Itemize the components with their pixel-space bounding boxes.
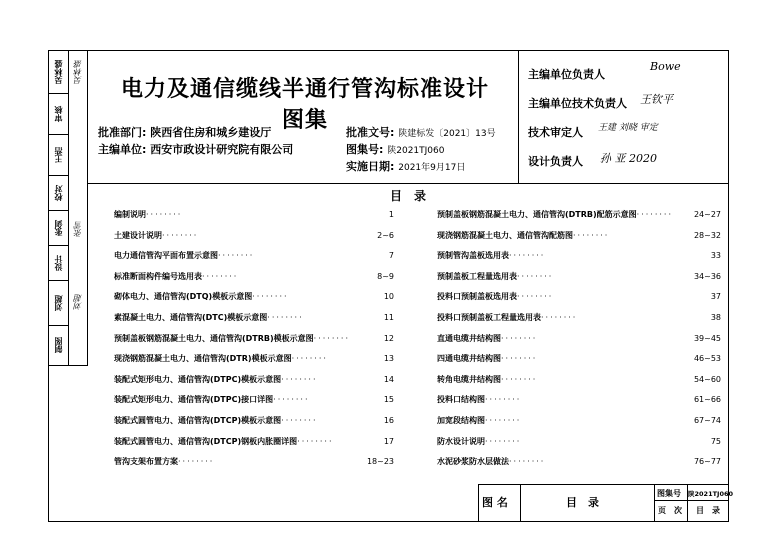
toc-entry-title: 现浇钢筋混凝土电力、通信管沟配筋图 (437, 230, 573, 240)
toc-leader-dots: ········ (541, 313, 578, 322)
compiler-row (98, 141, 293, 157)
toc-entry-page: 24~27 (693, 210, 721, 219)
approval-no-row (346, 124, 496, 140)
toc-entry-page: 76~77 (693, 457, 721, 467)
approval-no: 陕建标发〔2021〕13号 (398, 129, 496, 139)
toc-entry-title: 砌体电力、通信管沟(DTQ)模板示意图 (114, 292, 253, 302)
approval-dept: 陕西省住房和城乡建设厅 (150, 126, 272, 139)
header-bottom-line (87, 183, 729, 184)
responsible-3 (528, 153, 583, 169)
approval-dept-label: 批准部门: (98, 126, 147, 139)
toc-entry-page: 75 (710, 436, 721, 446)
toc-entry-title: 投料口结构图 (437, 395, 485, 405)
toc-row (114, 415, 394, 426)
toc-row (114, 250, 394, 261)
footer-page-label: 页 次 (658, 506, 682, 515)
toc-row (114, 374, 394, 385)
footer-left-line (478, 484, 479, 522)
toc-leader-dots: ········ (573, 230, 610, 240)
toc-row (114, 456, 394, 467)
side-label-0: 吴林盛 (48, 50, 69, 93)
toc-entry-title: 防水设计说明 (437, 436, 485, 446)
toc-row (114, 271, 394, 282)
toc-leader-dots: ········ (146, 210, 183, 219)
footer-div-2 (654, 484, 655, 522)
toc-leader-dots: ········ (517, 271, 554, 281)
toc-row (114, 333, 394, 344)
toc-leader-dots: ········ (509, 457, 546, 467)
toc-row (114, 312, 394, 323)
impl-date-row (346, 158, 465, 174)
footer-page-value: 目 录 (696, 506, 720, 515)
toc-entry-page: 7 (388, 251, 394, 261)
toc-row (114, 209, 394, 220)
toc-entry-title: 装配式圆管电力、通信管沟(DTCP)模板示意图 (114, 416, 282, 425)
toc-leader-dots: ········ (517, 292, 554, 302)
toc-row (437, 415, 721, 426)
toc-heading: 目 录 (390, 189, 427, 203)
footer-atlas-no: 陕2021TJ060 (688, 490, 734, 498)
toc-entry-title: 预制盖板钢筋混凝土电力、通信管沟(DTRB)配筋示意图 (437, 210, 637, 219)
responsible-1 (528, 95, 627, 111)
toc-leader-dots: ········ (281, 416, 318, 425)
toc-entry-title: 编制说明 (114, 210, 146, 219)
toc-row (114, 291, 394, 302)
side-signature-0: 吴林盛 (73, 60, 83, 84)
toc-entry-title: 电力通信管沟平面布置示意图 (114, 251, 218, 261)
toc-row (437, 271, 721, 282)
toc-leader-dots: ········ (509, 251, 546, 261)
toc-entry-page: 16 (383, 416, 394, 425)
toc-leader-dots: ········ (501, 374, 538, 384)
toc-row (437, 250, 721, 261)
side-title-strip (48, 50, 69, 365)
toc-entry-page: 8~9 (377, 271, 394, 281)
toc-entry-page: 33 (710, 251, 721, 261)
toc-entry-page: 18~23 (366, 457, 394, 467)
toc-entry-page: 12 (383, 333, 394, 343)
toc-entry-page: 15 (383, 395, 394, 405)
toc-leader-dots: ········ (281, 374, 318, 384)
toc-row (437, 374, 721, 385)
side-label-1: 审核 (48, 93, 69, 134)
toc-leader-dots: ········ (273, 395, 310, 405)
toc-entry-title: 投料口预制盖板选用表 (437, 292, 517, 302)
atlas-no-row (346, 141, 445, 157)
toc-row (437, 436, 721, 447)
toc-entry-title: 转角电缆井结构图 (437, 374, 501, 384)
responsible-role: 主编单位负责人 (528, 68, 605, 81)
toc-entry-title: 投料口预制盖板工程量选用表 (437, 313, 541, 322)
approval-no-label: 批准文号: (346, 126, 395, 139)
toc-entry-title: 预制盖板工程量选用表 (437, 271, 517, 281)
side-label-3: 校对 (48, 175, 69, 210)
toc-leader-dots: ········ (501, 333, 538, 343)
toc-entry-page: 11 (383, 313, 394, 322)
toc-leader-dots: ········ (485, 395, 522, 405)
signature-3: 孙 亚 2020 (600, 152, 657, 165)
impl-date-label: 实施日期: (346, 160, 395, 173)
toc-entry-page: 28~32 (693, 230, 721, 240)
toc-entry-page: 17 (383, 436, 394, 446)
side-signature-6: 刘超 (73, 294, 83, 310)
toc-leader-dots: ········ (501, 354, 538, 364)
responsible-0 (528, 66, 605, 82)
toc-entry-page: 2~6 (377, 230, 394, 240)
footer-top-line (478, 484, 729, 485)
toc-entry-title: 预制管沟盖板选用表 (437, 251, 509, 261)
responsible-role: 主编单位技术负责人 (528, 97, 627, 110)
toc-entry-title: 装配式矩形电力、通信管沟(DTPC)接口详图 (114, 395, 274, 405)
toc-row (114, 230, 394, 241)
signature-2: 王建 刘晓 审定 (598, 123, 658, 133)
footer-atlas-no-label: 图集号 (657, 489, 681, 498)
side-label-4: 张剑 (48, 210, 69, 245)
toc-row (437, 230, 721, 241)
toc-entry-page: 34~36 (693, 271, 721, 281)
toc-entry-title: 现浇钢筋混凝土电力、通信管沟(DTR)模板示意图 (114, 354, 292, 364)
atlas-title: 电力及通信缆线半通行管沟标准设计图集 (120, 77, 489, 133)
toc-entry-page: 39~45 (693, 333, 721, 343)
toc-row (437, 394, 721, 405)
toc-leader-dots: ········ (297, 436, 334, 446)
impl-date: 2021年9月17日 (398, 163, 466, 173)
side-divider (87, 50, 88, 365)
toc-row (437, 209, 721, 220)
responsible-role: 设计负责人 (528, 155, 583, 168)
toc-row (437, 291, 721, 302)
toc-entry-title: 四通电缆井结构图 (437, 354, 501, 364)
toc-leader-dots: ········ (291, 354, 328, 364)
atlas-no-label: 图集号: (346, 143, 384, 156)
toc-entry-page: 67~74 (693, 416, 721, 425)
toc-entry-page: 37 (710, 292, 721, 302)
toc-entry-page: 38 (710, 313, 721, 322)
side-label-6: 刘超 (48, 280, 69, 325)
toc-row (437, 312, 721, 323)
toc-row (114, 436, 394, 447)
toc-leader-dots: ········ (636, 210, 674, 219)
compiler: 西安市政设计研究院有限公司 (150, 143, 294, 156)
toc-entry-title: 直通电缆井结构图 (437, 333, 501, 343)
side-signature-4: 张雪 (73, 221, 83, 238)
side-bottom-line (48, 365, 88, 366)
side-label-2: 王浩 (48, 134, 69, 175)
toc-entry-page: 10 (383, 292, 394, 302)
toc-entry-page: 61~66 (693, 395, 721, 405)
footer-drawing-name-label: 图 名 (482, 496, 508, 509)
side-label-5: 设计 (48, 245, 69, 280)
toc-entry-title: 管沟支架布置方案 (114, 457, 178, 467)
toc-row (437, 333, 721, 344)
atlas-no: 陕2021TJ060 (387, 146, 445, 156)
compiler-label: 主编单位: (98, 143, 147, 156)
footer-mid-line (654, 500, 729, 501)
toc-entry-page: 14 (383, 374, 394, 384)
footer-div-1 (520, 484, 521, 522)
header-divider (518, 50, 519, 183)
toc-entry-title: 预制盖板钢筋混凝土电力、通信管沟(DTRB)模板示意图 (114, 333, 314, 343)
toc-row (114, 394, 394, 405)
toc-leader-dots: ········ (485, 416, 522, 425)
toc-entry-title: 加宽段结构图 (437, 416, 485, 425)
toc-entry-page: 13 (383, 354, 394, 364)
toc-leader-dots: ········ (485, 436, 522, 446)
signature-1: 王钦平 (640, 93, 673, 106)
toc-entry-page: 54~60 (693, 374, 721, 384)
toc-entry-title: 素混凝土电力、通信管沟(DTC)模板示意图 (114, 313, 268, 322)
toc-leader-dots: ········ (313, 333, 351, 343)
responsible-role: 技术审定人 (528, 126, 583, 139)
toc-entry-title: 标准断面构件编号选用表 (114, 271, 202, 281)
toc-row (114, 353, 394, 364)
toc-leader-dots: ········ (162, 230, 199, 240)
toc-entry-title: 装配式圆管电力、通信管沟(DTCP)钢板内胀圈详图 (114, 436, 298, 446)
responsible-2 (528, 124, 583, 140)
toc-leader-dots: ········ (202, 271, 239, 281)
toc-entry-title: 土建设计说明 (114, 230, 162, 240)
toc-leader-dots: ········ (178, 457, 215, 467)
toc-entry-page: 46~53 (693, 354, 721, 364)
toc-leader-dots: ········ (252, 292, 289, 302)
toc-leader-dots: ········ (218, 251, 255, 261)
toc-leader-dots: ········ (267, 313, 304, 322)
side-label-7: 制图 (48, 325, 69, 365)
approval-dept-row (98, 124, 271, 140)
toc-entry-title: 装配式矩形电力、通信管沟(DTPC)模板示意图 (114, 374, 282, 384)
footer-drawing-name: 目 录 (566, 496, 599, 509)
toc-entry-page: 1 (388, 210, 394, 219)
signature-0: Bowe (650, 60, 681, 73)
toc-row (437, 456, 721, 467)
toc-row (437, 353, 721, 364)
toc-entry-title: 水泥砂浆防水层做法 (437, 457, 509, 467)
